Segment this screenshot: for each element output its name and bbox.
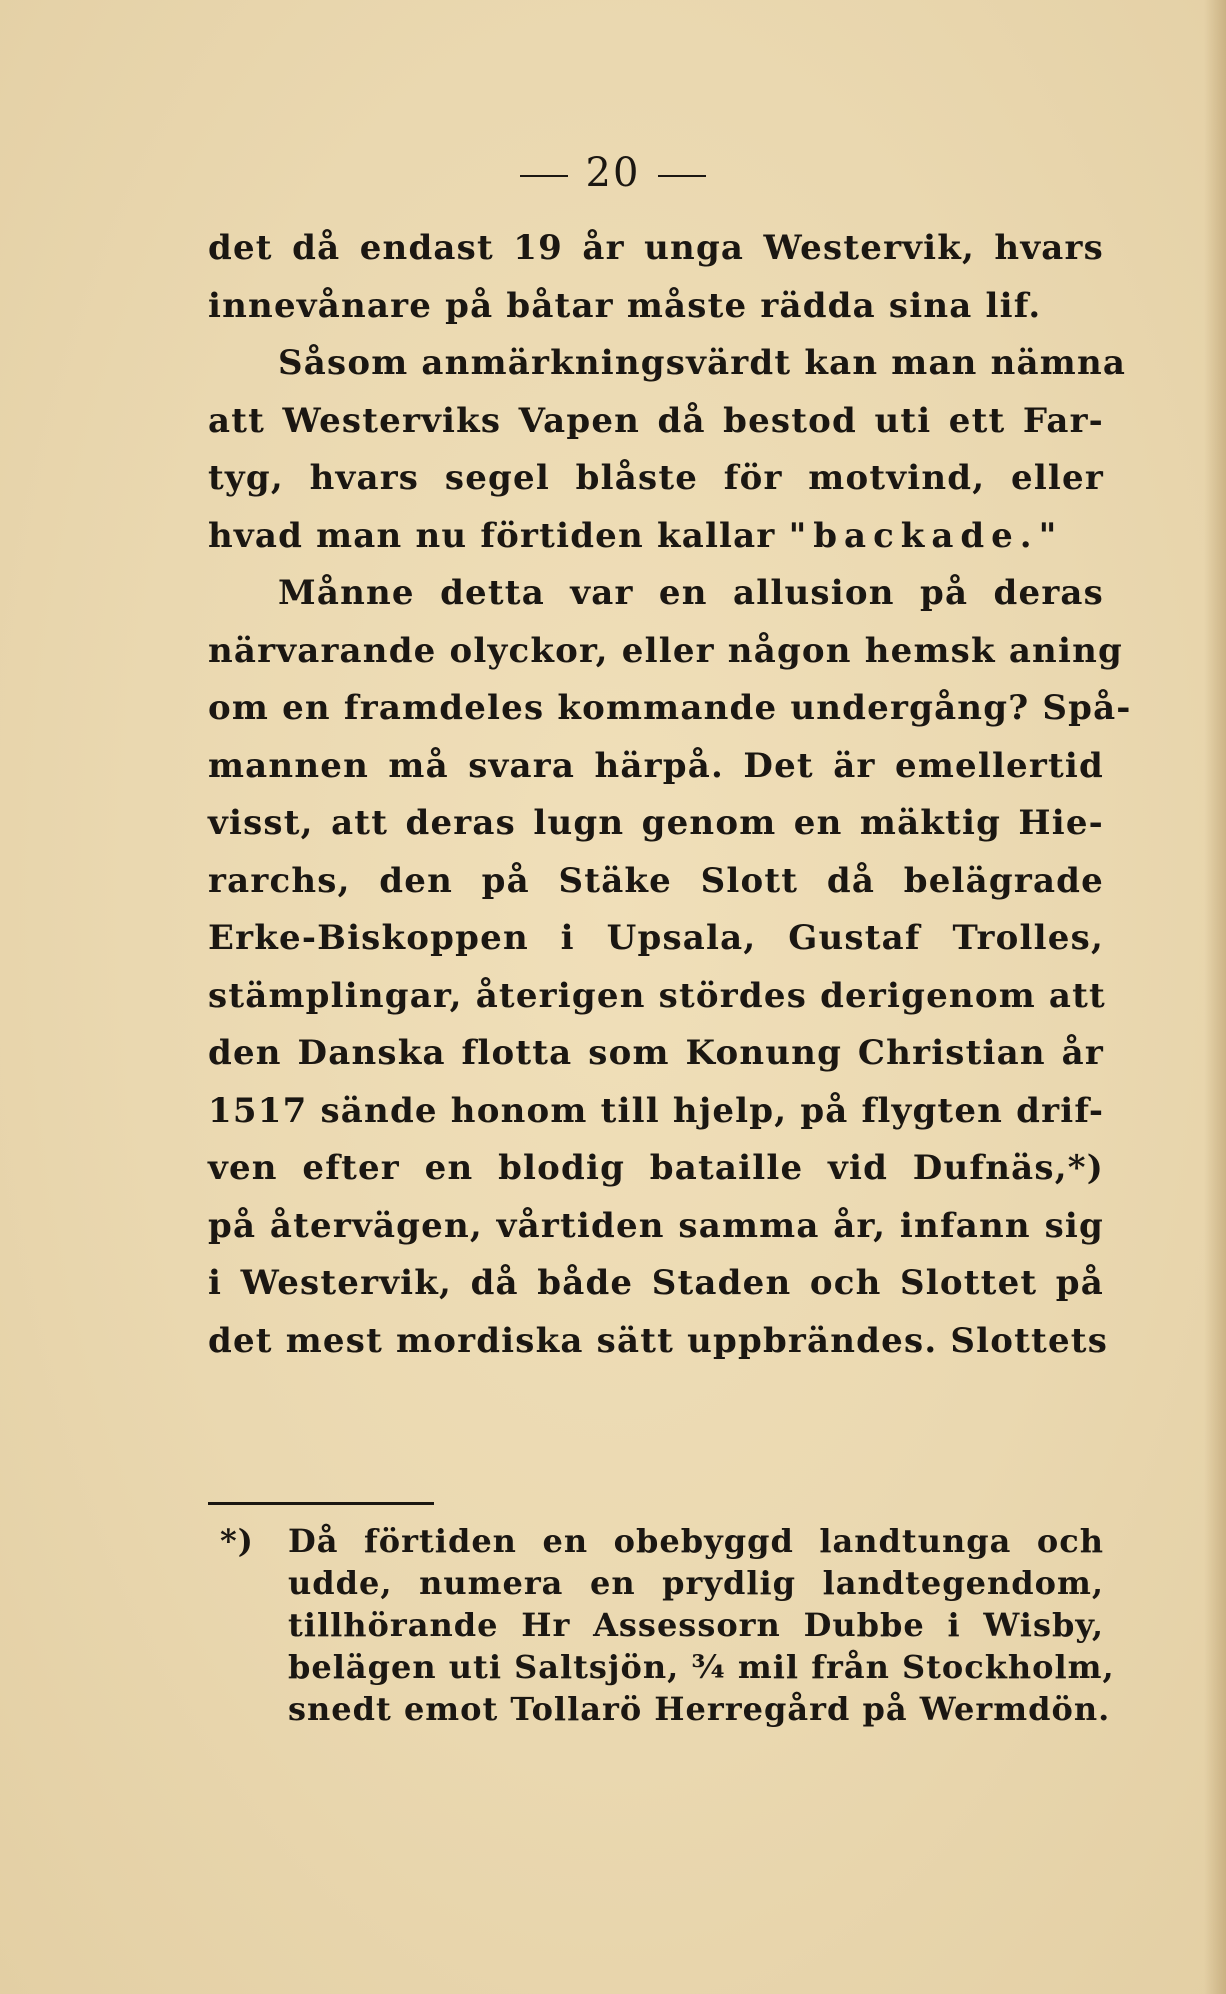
text-line: närvarande olyckor, eller någon hemsk aning (208, 630, 1123, 671)
text-line: att Westerviks Vapen då bestod uti ett Far- (208, 400, 1104, 441)
footnote-line: snedt emot Tollarö Herregård på Wermdön. (288, 1690, 1111, 1728)
page-number-dash-right (658, 175, 706, 177)
page-number (0, 150, 1226, 196)
text-line: 1517 sände honom till hjelp, på flygten drif- (208, 1090, 1105, 1131)
footnote-line: udde, numera en prydlig landtegendom, (288, 1564, 1104, 1602)
page-number-value: 20 (585, 150, 641, 196)
text-line-part: hvad man nu förtiden kallar (208, 515, 789, 556)
text-line: visst, att deras lugn genom en mäktig Hie- (208, 803, 1104, 843)
footnote-line: tillhörande Hr Assessorn Dubbe i Wisby, (288, 1606, 1104, 1644)
main-text (208, 220, 1132, 1370)
quoted-word: "backade." (788, 515, 1064, 556)
footnote-line (208, 1520, 1104, 1562)
text-line: mannen må svara härpå. Det är emellertid (208, 745, 1104, 786)
text-line: på återvägen, vårtiden samma år, infann sig (208, 1205, 1104, 1246)
footnote-marker: *) (220, 1522, 254, 1560)
text-line (208, 508, 1104, 566)
footnote-line: belägen uti Saltsjön, ¾ mil från Stockholm, (288, 1648, 1115, 1686)
text-line: innevånare på båtar måste rädda sina lif. (208, 285, 1042, 326)
text-line: ven efter en blodig bataille vid Dufnäs,*) (208, 1148, 1104, 1188)
footnote (208, 1520, 1115, 1730)
page-edge-shadow (1204, 0, 1226, 1994)
text-line: tyg, hvars segel blåste för motvind, eller (208, 458, 1104, 498)
text-line: rarchs, den på Stäke Slott då belägrade (208, 860, 1104, 901)
footnote-rule (208, 1502, 434, 1505)
text-line: i Westervik, då både Staden och Slottet på (208, 1263, 1104, 1303)
text-line: stämplingar, återigen stördes derigenom att (208, 975, 1106, 1016)
text-line: det mest mordiska sätt uppbrändes. Slottets (208, 1320, 1109, 1361)
text-line: det då endast 19 år unga Westervik, hvars (208, 228, 1104, 268)
text-line: Månne detta var en allusion på deras (278, 573, 1104, 613)
footnote-line-text: Då förtiden en obebyggd landtunga och (288, 1522, 1104, 1560)
page-number-dash-left (520, 175, 568, 177)
text-line: Såsom anmärkningsvärdt kan man nämna (278, 343, 1127, 383)
text-line: Erke-Biskoppen i Upsala, Gustaf Trolles, (208, 918, 1104, 958)
text-line: den Danska flotta som Konung Christian år (208, 1033, 1104, 1073)
text-line: om en framdeles kommande undergång? Spå- (208, 688, 1132, 728)
